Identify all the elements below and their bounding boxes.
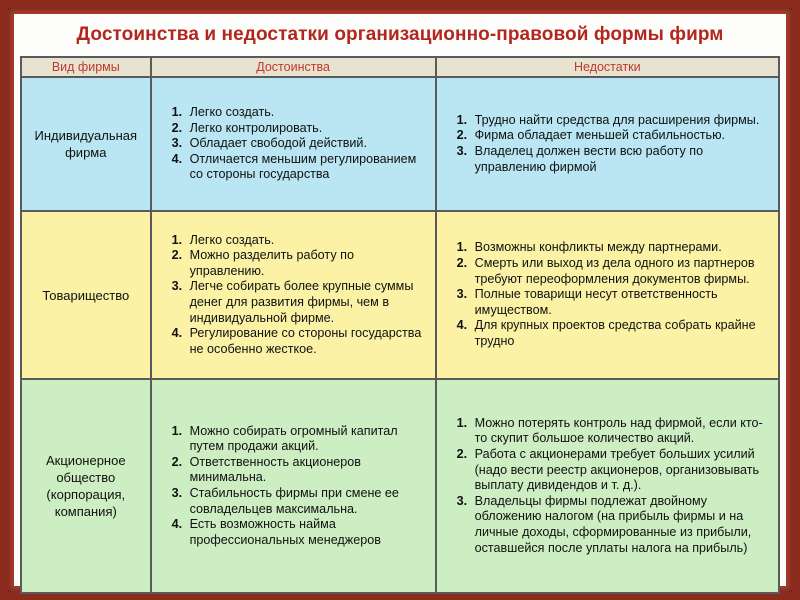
advantages-cell [151,77,436,211]
row-name: Индивидуальная фирма [21,77,151,211]
row-name: Акционерное общество (корпорация, компания) [21,379,151,593]
table-row [21,77,779,211]
advantages-cell [151,211,436,379]
list-item: 1. Трудно найти средства для расширения фирмы. [471,113,772,129]
table-header-row [21,57,779,77]
slide [14,14,786,586]
row-name: Товарищество [21,211,151,379]
page-title: Достоинства и недостатки организационно-правовой формы фирм [76,24,724,45]
list-item: 2. Ответственность акционеров минимальна. [186,455,429,486]
list-item: 3. Легче собирать более крупные суммы денег для развития фирмы, чем в индивидуальной фирме. [186,279,429,326]
header-type: Вид фирмы [21,57,151,77]
list-item: 4. Отличается меньшим регулированием со стороны государства [186,152,429,183]
disadvantages-cell [436,211,779,379]
list-item: 3. Стабильность фирмы при смене ее совладельцев максимальна. [186,486,429,517]
table-row [21,211,779,379]
list-item: 4. Есть возможность найма профессиональных менеджеров [186,517,429,548]
list-item: 1. Легко создать. [186,105,429,121]
list-item: 2. Легко контролировать. [186,121,429,137]
list-item: 3. Владельцы фирмы подлежат двойному обложению налогом (на прибыль фирмы и на личные доходы, сформированные из прибыли, оставшейся после уплаты налога на прибыль) [471,494,772,556]
list-item: 4. Регулирование со стороны государства не особенно жесткое. [186,326,429,357]
advantages-cell [151,379,436,593]
list-item: 1. Легко создать. [186,233,429,249]
disadvantages-cell [436,77,779,211]
header-advantages: Достоинства [151,57,436,77]
comparison-table [20,56,780,594]
list-item: 1. Можно потерять контроль над фирмой, если кто-то скупит большое количество акций. [471,416,772,447]
list-item: 1. Можно собирать огромный капитал путем продажи акций. [186,424,429,455]
list-item: 4. Для крупных проектов средства собрать крайне трудно [471,318,772,349]
list-item: 3. Полные товарищи несут ответственность имуществом. [471,287,772,318]
table-row [21,379,779,593]
list-item: 1. Возможны конфликты между партнерами. [471,240,772,256]
list-item: 2. Смерть или выход из дела одного из партнеров требуют переоформления документов фирмы. [471,256,772,287]
header-disadvantages: Недостатки [436,57,779,77]
list-item: 3. Владелец должен вести всю работу по управлению фирмой [471,144,772,175]
list-item: 2. Работа с акционерами требует больших усилий (надо вести реестр акционеров, организовывать выплату дивидендов и т. д.). [471,447,772,494]
list-item: 3. Обладает свободой действий. [186,136,429,152]
list-item: 2. Фирма обладает меньшей стабильностью. [471,128,772,144]
disadvantages-cell [436,379,779,593]
list-item: 2. Можно разделить работу по управлению. [186,248,429,279]
